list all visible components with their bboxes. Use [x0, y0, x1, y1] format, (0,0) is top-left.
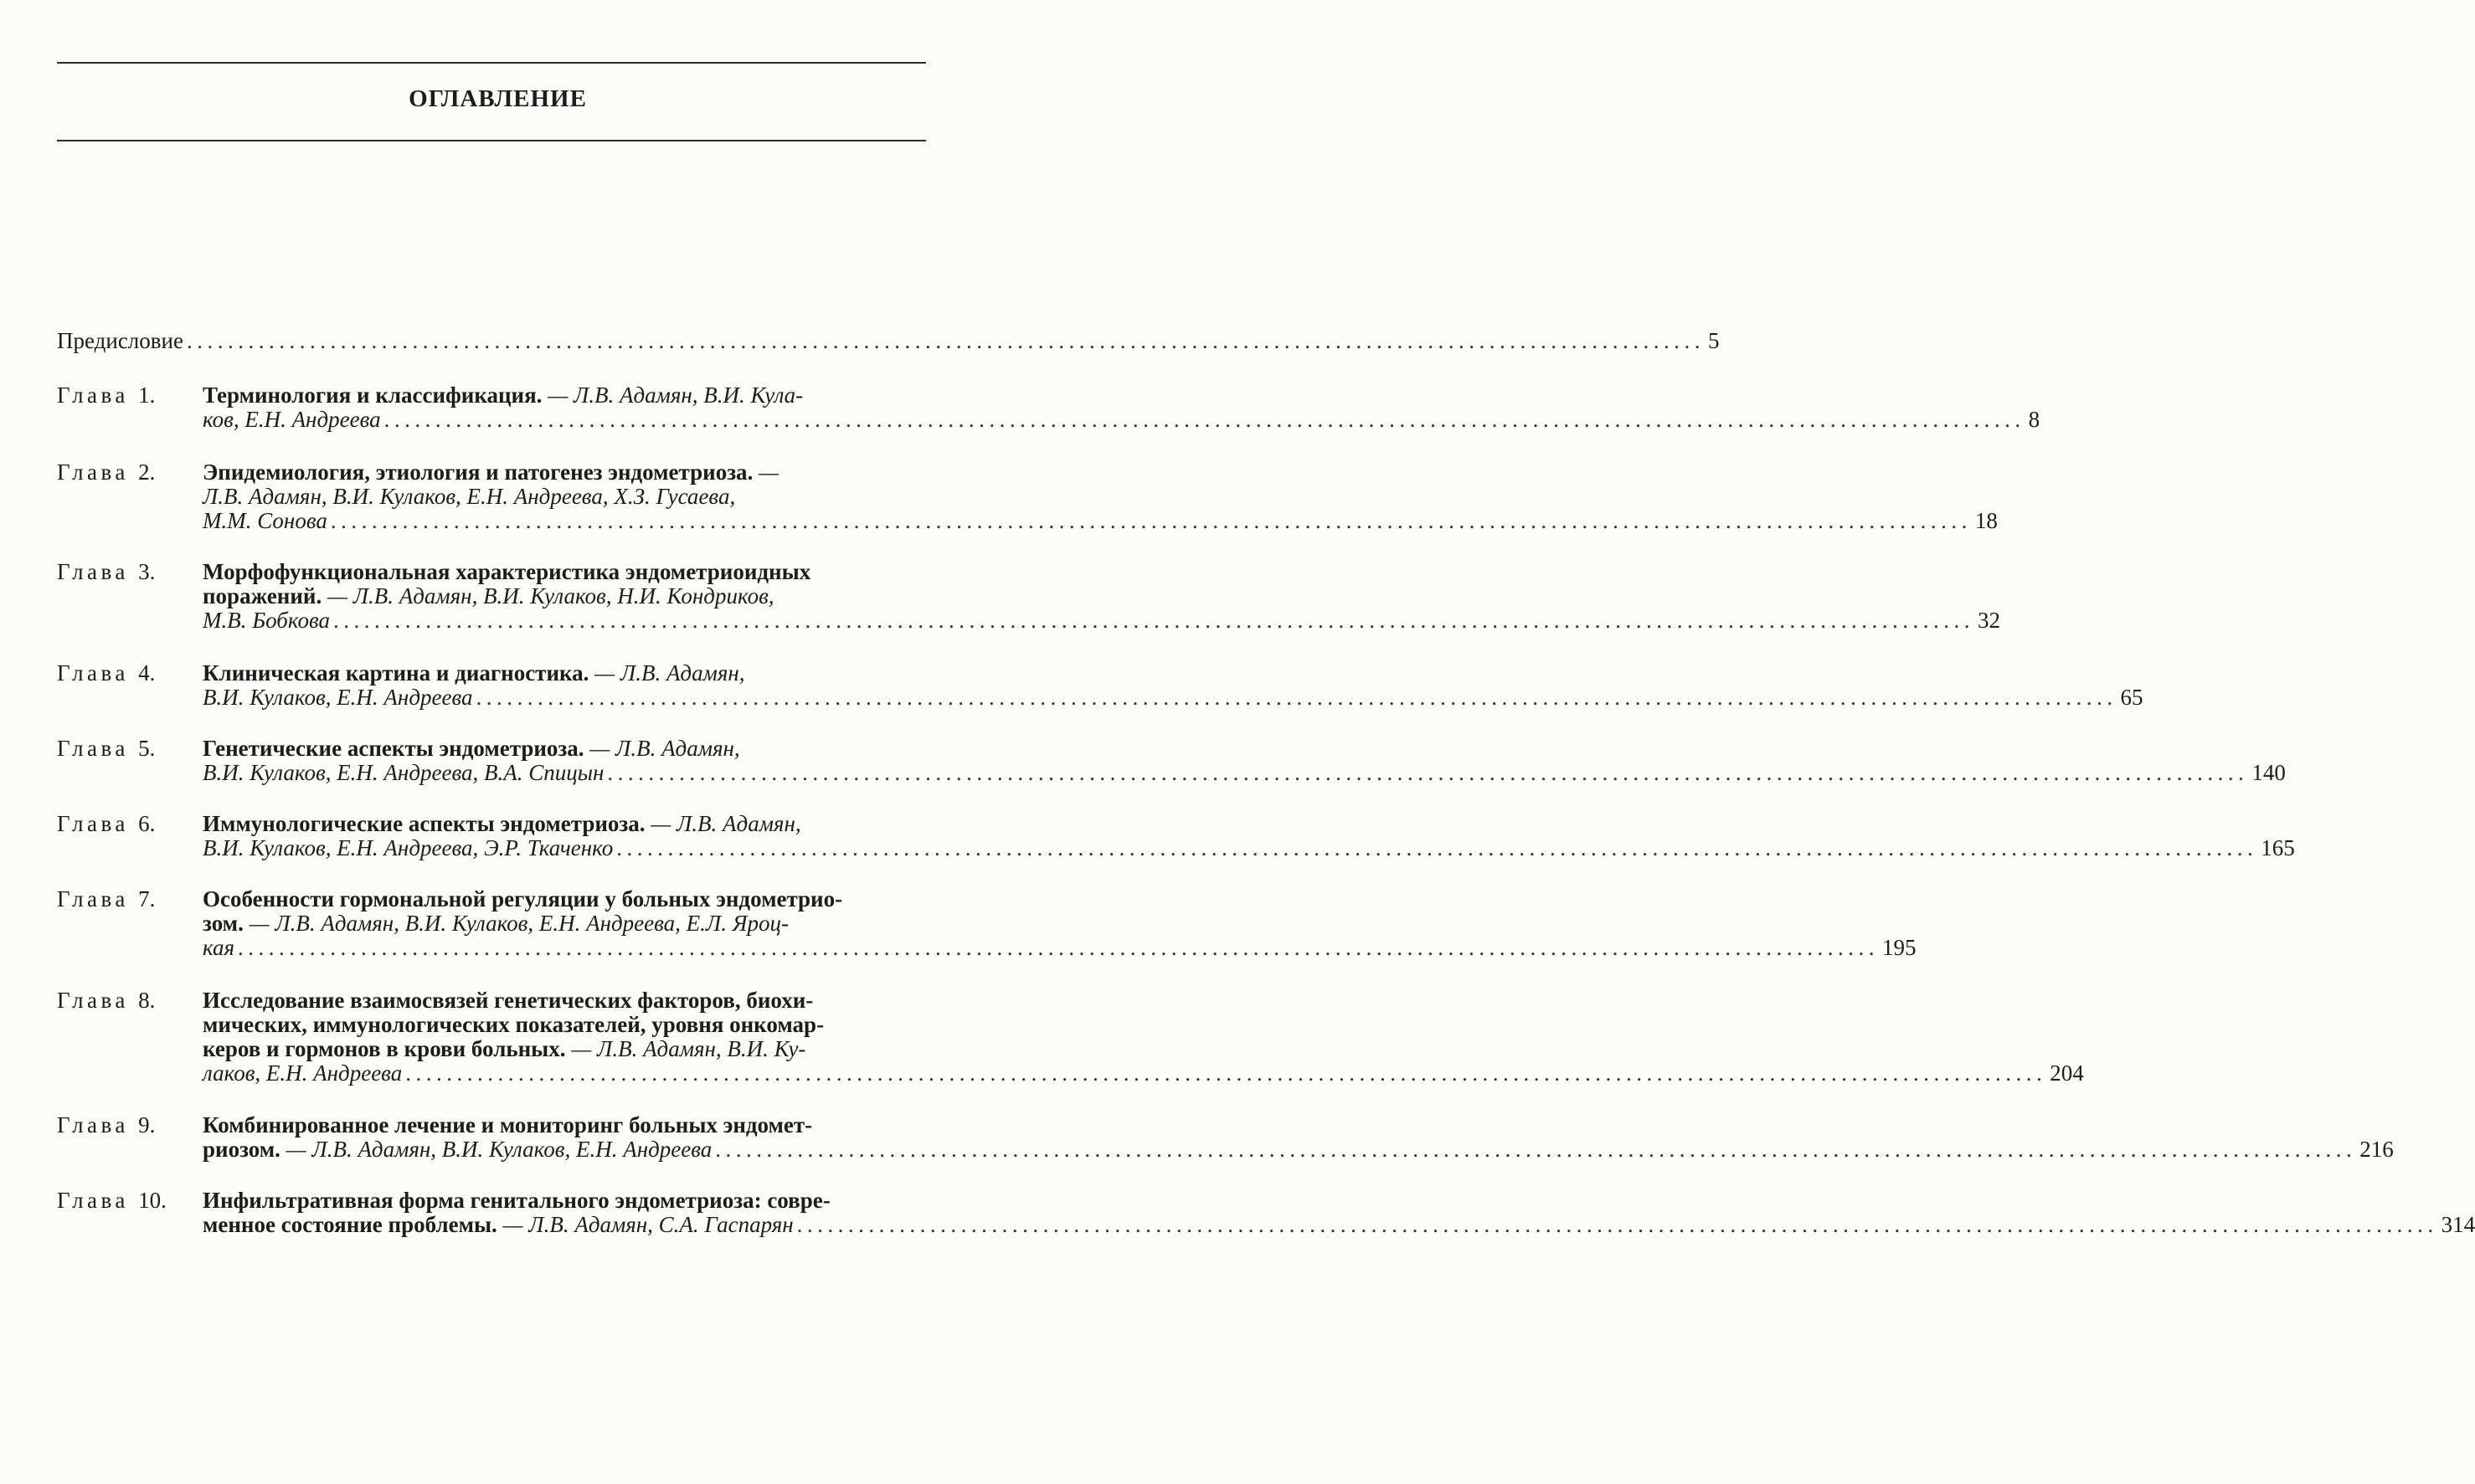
chapter-body: [203, 1112, 2394, 1162]
chapter-title: Иммунологические аспекты эндометриоза.: [203, 811, 646, 836]
chapter-word: Глава: [57, 383, 139, 408]
chapter-label: [57, 812, 199, 836]
chapter-authors: — Л.В. Адамян, С.А. Гаспарян: [502, 1212, 794, 1237]
chapter-number: 10.: [138, 1188, 167, 1213]
page-number: 216: [2359, 1137, 2394, 1162]
chapter-title: мических, иммунологических показателей, уровня онкомар-: [203, 1012, 825, 1037]
chapter-title: поражений.: [203, 583, 322, 608]
chapter-authors: — Л.В. Адамян, В.И. Кулаков, Е.Н. Андреева, Е.Л. Яроц-: [249, 911, 789, 936]
chapter-number: 3.: [138, 559, 156, 584]
chapter-number: 2.: [138, 460, 156, 485]
chapter-authors: В.И. Кулаков, Е.Н. Андреева, В.А. Спицын: [203, 760, 605, 785]
page-number: 204: [2050, 1060, 2084, 1086]
chapter-body: [203, 460, 1998, 533]
chapter-word: Глава: [57, 1112, 139, 1137]
chapter-number: 8.: [138, 988, 156, 1013]
page-title: ОГЛАВЛЕНИЕ: [409, 85, 587, 112]
page-number: 5: [1707, 328, 1720, 353]
chapter-word: Глава: [57, 559, 139, 584]
chapter-authors: — Л.В. Адамян, В.И. Кулаков, Е.Н. Андреева: [286, 1137, 713, 1162]
chapter-word: Глава: [57, 660, 139, 686]
page-number: 195: [1882, 935, 1917, 960]
chapter-authors: ков, Е.Н. Андреева: [203, 407, 381, 432]
chapter-authors: кая: [203, 935, 235, 960]
leader-dots: ................................................................................................................................................................: [796, 1212, 2438, 1237]
chapter-label: [57, 383, 199, 408]
leader-dots: ................................................................................................................................................................: [715, 1137, 2357, 1162]
chapter-title: зом.: [203, 911, 244, 936]
chapter-number: 5.: [138, 736, 156, 761]
chapter-word: Глава: [57, 811, 139, 836]
chapter-word: Глава: [57, 1188, 139, 1213]
leader-dots: ................................................................................................................................................................: [607, 760, 2249, 785]
chapter-body: [203, 660, 2143, 710]
chapter-authors: В.И. Кулаков, Е.Н. Андреева, Э.Р. Ткаченко: [203, 835, 614, 860]
chapter-word: Глава: [57, 886, 139, 911]
leader-dots: ................................................................................................................................................................: [330, 508, 1972, 533]
leader-dots: ................................................................................................................................................................: [476, 685, 2117, 710]
page-number: 165: [2261, 835, 2295, 860]
page-number: 8: [2028, 407, 2040, 432]
leader-dots: ................................................................................................................................................................: [238, 935, 1880, 960]
chapter-number: 1.: [138, 383, 156, 408]
chapter-title: Клиническая картина и диагностика.: [203, 660, 589, 686]
chapter-authors: —: [759, 460, 780, 485]
chapter-body: [203, 559, 2001, 633]
page-number: 32: [1978, 608, 2001, 633]
chapter-authors: — Л.В. Адамян,: [589, 736, 740, 761]
chapter-body: [203, 1188, 2475, 1237]
chapter-authors: М.В. Бобкова: [203, 608, 331, 633]
chapter-label: [57, 560, 199, 584]
chapter-label: [57, 887, 199, 911]
chapter-body: [203, 383, 2040, 432]
chapter-label: [57, 1189, 199, 1213]
chapter-authors: — Л.В. Адамян, В.И. Кула-: [548, 383, 804, 408]
chapter-number: 4.: [138, 660, 156, 686]
chapter-word: Глава: [57, 988, 139, 1013]
chapter-number: 6.: [138, 811, 156, 836]
preface-title: Предисловие: [57, 328, 183, 353]
chapter-number: 7.: [138, 886, 156, 911]
leader-dots: ................................................................................................................................................................: [405, 1060, 2047, 1086]
chapter-title: Морфофункциональная характеристика эндометриоидных: [203, 559, 811, 584]
chapter-authors: М.М. Сонова: [203, 508, 327, 533]
chapter-label: [57, 737, 199, 761]
chapter-title: Эпидемиология, этиология и патогенез эндометриоза.: [203, 460, 754, 485]
page-number: 314: [2441, 1212, 2475, 1237]
chapter-title: Исследование взаимосвязей генетических факторов, биохи-: [203, 988, 814, 1013]
leader-dots: ................................................................................................................................................................: [333, 608, 1975, 633]
bottom-rule: [57, 140, 926, 141]
chapter-body: [203, 736, 2286, 785]
chapter-authors: — Л.В. Адамян, В.И. Ку-: [571, 1036, 806, 1061]
page-number: 18: [1974, 508, 1998, 533]
chapter-authors: Л.В. Адамян, В.И. Кулаков, Е.Н. Андреева, Х.З. Гусаева,: [203, 484, 736, 509]
chapter-authors: — Л.В. Адамян,: [594, 660, 745, 686]
leader-dots: ....................................................................................................................................................: [186, 328, 1705, 353]
chapter-body: [203, 886, 1917, 960]
page-number: 140: [2251, 760, 2286, 785]
chapter-title: Комбинированное лечение и мониторинг больных эндомет-: [203, 1112, 813, 1137]
chapter-authors: В.И. Кулаков, Е.Н. Андреева: [203, 685, 473, 710]
chapter-label: [57, 661, 199, 686]
chapter-label: [57, 1113, 199, 1137]
chapter-word: Глава: [57, 460, 139, 485]
chapter-title: Генетические аспекты эндометриоза.: [203, 736, 584, 761]
top-rule: [57, 62, 926, 64]
chapter-body: [203, 988, 2084, 1086]
chapter-title: Инфильтративная форма генитального эндометриоза: совре-: [203, 1188, 831, 1213]
chapter-label: [57, 988, 199, 1013]
leader-dots: ................................................................................................................................................................: [383, 407, 2025, 432]
chapter-title: менное состояние проблемы.: [203, 1212, 497, 1237]
chapter-title: Особенности гормональной регуляции у больных эндометрио-: [203, 886, 843, 911]
chapter-title: Терминология и классификация.: [203, 383, 543, 408]
chapter-label: [57, 460, 199, 485]
chapter-authors: лаков, Е.Н. Андреева: [203, 1060, 403, 1086]
chapter-number: 9.: [138, 1112, 156, 1137]
chapter-word: Глава: [57, 736, 139, 761]
chapter-authors: — Л.В. Адамян, В.И. Кулаков, Н.И. Кондриков,: [327, 583, 774, 608]
leader-dots: ................................................................................................................................................................: [616, 835, 2258, 860]
toc-entry-preface[interactable]: [57, 328, 1720, 353]
chapter-title: керов и гормонов в крови больных.: [203, 1036, 566, 1061]
page-number: 65: [2120, 685, 2143, 710]
chapter-body: [203, 811, 2295, 860]
chapter-title: риозом.: [203, 1137, 280, 1162]
chapter-authors: — Л.В. Адамян,: [651, 811, 801, 836]
